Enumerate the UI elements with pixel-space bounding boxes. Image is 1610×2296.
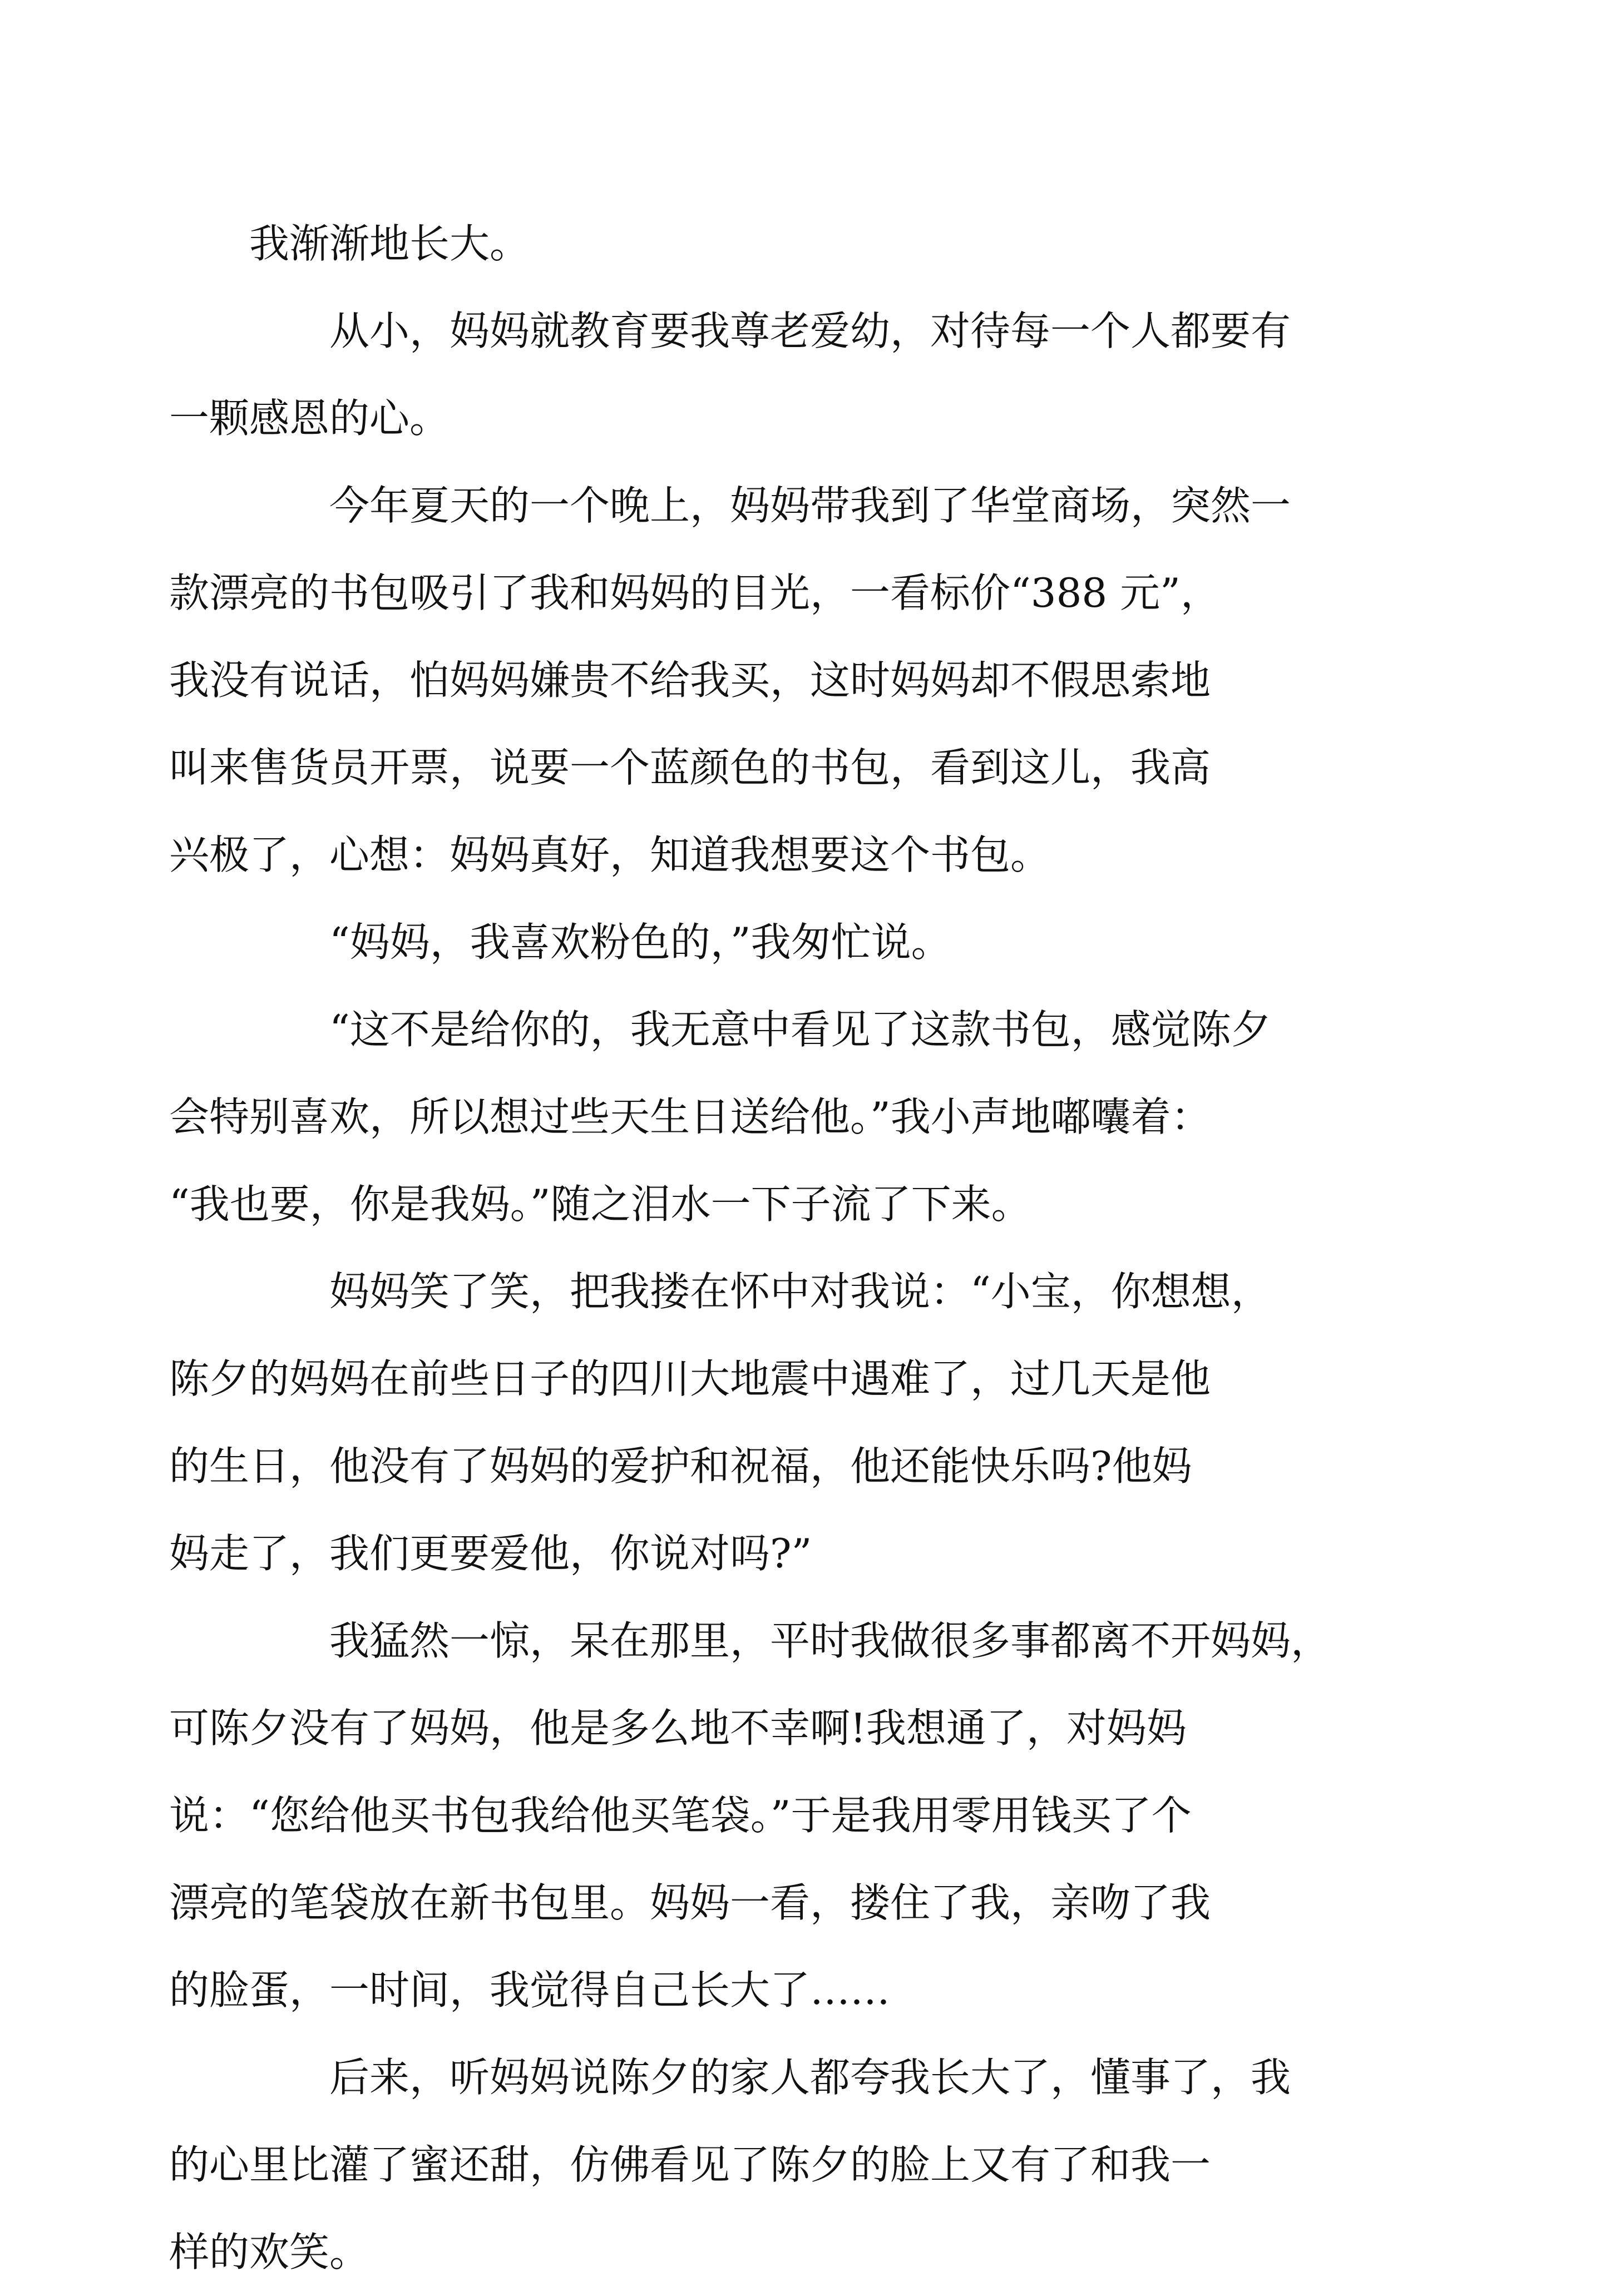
text-line: 叫来售货员开票，说要一个蓝颜色的书包，看到这儿，我高 [169,744,1211,791]
paragraph-1 [249,200,1418,288]
text-line: 一颗感恩的心。 [169,395,450,442]
text-line: 的脸蛋，一时间，我觉得自己长大了…… [169,1967,891,2013]
text-line: 款漂亮的书包吸引了我和妈妈的目光，一看标价“388 元”， [169,570,1221,616]
text-line: 妈妈笑了笑，把我搂在怀中对我说：“小宝，你想想， [329,1268,1271,1315]
text-line: 样的欢笑。 [169,2229,370,2275]
text-line: 的心里比灌了蜜还甜，仿佛看见了陈夕的脸上又有了和我一 [169,2141,1211,2188]
text-line: 今年夏天的一个晚上，妈妈带我到了华堂商场，突然一 [329,482,1291,529]
text-line: “这不是给你的，我无意中看见了这款书包，感觉陈夕 [329,1006,1271,1053]
text-line: “我也要，你是我妈。”随之泪水一下子流了下来。 [169,1181,1031,1228]
text-line: 我猛然一惊，呆在那里，平时我做很多事都离不开妈妈， [329,1617,1331,1664]
text-line: 可陈夕没有了妈妈，他是多么地不幸啊!我想通了，对妈妈 [169,1705,1187,1751]
text-line: 的生日，他没有了妈妈的爱护和祝福，他还能快乐吗?他妈 [169,1443,1192,1490]
paragraph-6 [169,1248,1418,1597]
text-line: 后来，听妈妈说陈夕的家人都夸我长大了，懂事了，我 [329,2054,1291,2101]
document-page [169,200,1418,2296]
text-line: 漂亮的笔袋放在新书包里。妈妈一看，搂住了我，亲吻了我 [169,1879,1211,1926]
paragraph-5 [169,986,1418,1248]
paragraph-8 [169,2034,1418,2296]
text-line: 从小，妈妈就教育要我尊老爱幼，对待每一个人都要有 [329,308,1291,354]
paragraph-4 [249,899,1418,986]
text-line: 会特别喜欢，所以想过些天生日送给他。”我小声地嘟囔着： [169,1093,1211,1140]
paragraph-3 [169,462,1418,899]
text-line: 兴极了，心想：妈妈真好，知道我想要这个书包。 [169,832,1051,878]
paragraph-7 [169,1597,1418,2034]
text-line: 妈走了，我们更要爱他，你说对吗?” [169,1530,812,1577]
text-line: “妈妈，我喜欢粉色的，”我匆忙说。 [329,919,951,966]
text-line: 说：“您给他买书包我给他买笔袋。”于是我用零用钱买了个 [169,1792,1192,1839]
text-line: 陈夕的妈妈在前些日子的四川大地震中遇难了，过几天是他 [169,1355,1211,1402]
text-line: 我渐渐地长大。 [249,220,530,267]
text-line: 我没有说话，怕妈妈嫌贵不给我买，这时妈妈却不假思索地 [169,657,1211,704]
paragraph-2 [169,288,1418,462]
